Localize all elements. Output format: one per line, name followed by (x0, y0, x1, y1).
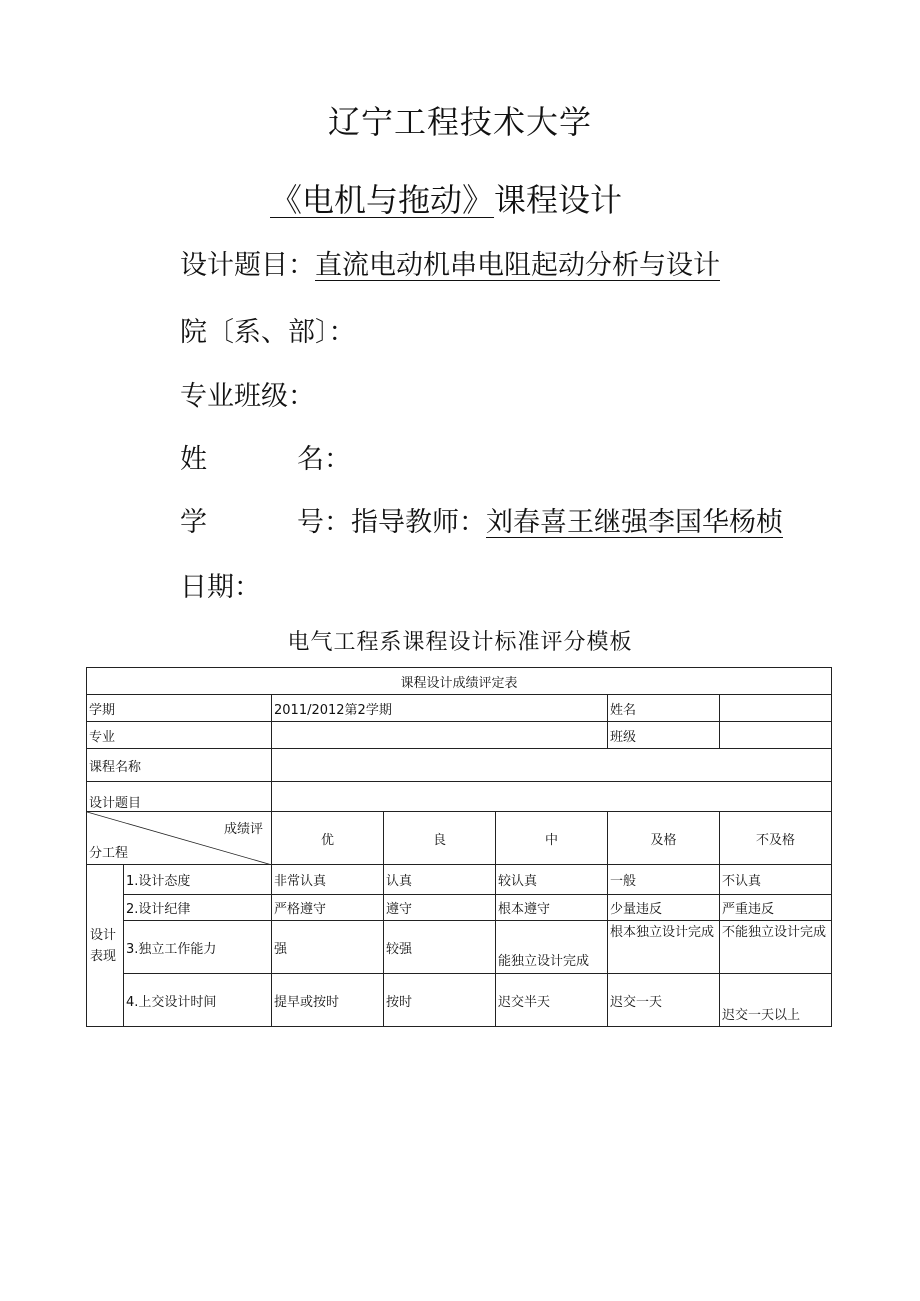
diagonal-bottom-label: 分工程 (89, 846, 129, 861)
criterion-cell: 迟交一天以上 (720, 974, 832, 1027)
course-name-value (272, 749, 832, 782)
class-label: 专业班级： (180, 381, 315, 412)
criterion-cell: 强 (272, 921, 384, 974)
course-suffix: 课程设计 (494, 181, 623, 219)
criterion-cell: 认真 (384, 865, 496, 895)
advisor-label: 指导教师： (351, 507, 486, 538)
criterion-cell: 较认真 (496, 865, 608, 895)
class-label-cell: 班级 (608, 722, 720, 749)
criterion-cell: 不能独立设计完成 (720, 921, 832, 974)
topic-field (180, 243, 720, 282)
criterion-cell: 少量违反 (608, 895, 720, 921)
criterion-label: 3.独立工作能力 (124, 921, 272, 974)
diagonal-header-cell (87, 812, 272, 865)
student-name-label: 姓名 (608, 695, 720, 722)
criterion-label: 4.上交设计时间 (124, 974, 272, 1027)
criterion-cell: 严格遵守 (272, 895, 384, 921)
criterion-cell: 非常认真 (272, 865, 384, 895)
criterion-cell: 不认真 (720, 865, 832, 895)
major-value (272, 722, 608, 749)
table-row (87, 895, 832, 921)
date-label: 日期： (180, 572, 261, 603)
table-row (87, 974, 832, 1027)
department-field (180, 310, 356, 349)
table-row (87, 921, 832, 974)
name-label-second: 名： (297, 444, 351, 475)
grade-header: 不及格 (720, 812, 832, 865)
group-label: 设计表现 (87, 865, 124, 1027)
criterion-cell: 提早或按时 (272, 974, 384, 1027)
name-label-first: 姓 (180, 444, 207, 475)
student-no-label-first: 学 (180, 507, 207, 538)
design-topic-label: 设计题目 (87, 782, 272, 812)
course-title (270, 175, 622, 221)
student-no-field (180, 500, 783, 539)
student-no-label-second: 号： (297, 507, 351, 538)
topic-label: 设计题目： (180, 250, 315, 281)
term-label: 学期 (87, 695, 272, 722)
course-name-label: 课程名称 (87, 749, 272, 782)
topic-value: 直流电动机串电阻起动分析与设计 (315, 250, 720, 281)
department-label: 院〔系、部〕： (180, 317, 356, 348)
table-row (87, 865, 832, 895)
template-title: 电气工程系课程设计标准评分模板 (287, 630, 633, 655)
criterion-label: 1.设计态度 (124, 865, 272, 895)
criterion-cell: 一般 (608, 865, 720, 895)
diagonal-top-label: 成绩评 (223, 822, 263, 837)
student-name-value (720, 695, 832, 722)
grade-header: 及格 (608, 812, 720, 865)
advisor-value: 刘春喜王继强李国华杨桢 (486, 507, 783, 538)
date-field (180, 565, 261, 604)
university-title: 辽宁工程技术大学 (327, 103, 592, 141)
term-value: 2011/2012第2学期 (272, 695, 608, 722)
course-name: 《电机与拖动》 (270, 181, 495, 219)
criterion-cell: 迟交半天 (496, 974, 608, 1027)
criterion-cell: 较强 (384, 921, 496, 974)
criterion-cell: 严重违反 (720, 895, 832, 921)
grade-header: 优 (272, 812, 384, 865)
criterion-cell: 迟交一天 (608, 974, 720, 1027)
class-field (180, 374, 315, 413)
criterion-cell: 根本遵守 (496, 895, 608, 921)
grading-table (86, 667, 832, 1027)
criterion-cell: 根本独立设计完成 (608, 921, 720, 974)
criterion-cell: 能独立设计完成 (496, 921, 608, 974)
table-caption: 课程设计成绩评定表 (87, 668, 832, 695)
grade-header: 良 (384, 812, 496, 865)
major-label: 专业 (87, 722, 272, 749)
design-topic-value (272, 782, 832, 812)
class-value (720, 722, 832, 749)
grade-header: 中 (496, 812, 608, 865)
name-field (180, 437, 351, 476)
criterion-cell: 按时 (384, 974, 496, 1027)
criterion-label: 2.设计纪律 (124, 895, 272, 921)
criterion-cell: 遵守 (384, 895, 496, 921)
